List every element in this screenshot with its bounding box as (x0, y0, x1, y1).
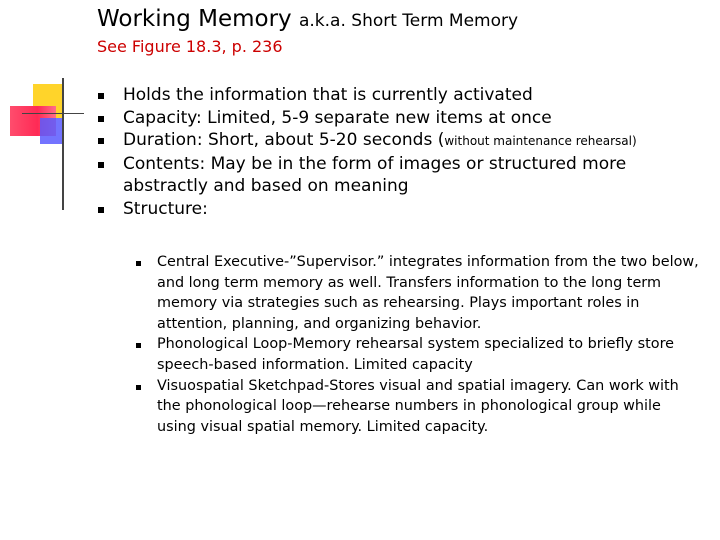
title-main: Working Memory (97, 6, 292, 32)
sub-bullet-item (157, 334, 702, 375)
structure-sub-list (157, 252, 702, 437)
sub-bullet-item (157, 252, 702, 334)
bullet-text: Contents: May be in the form of images or structured more abstractly and based on meaning (123, 153, 627, 196)
decorative-horizontal-line (22, 113, 84, 114)
decorative-blue-square (40, 118, 64, 144)
square-bullet-icon (136, 261, 141, 266)
square-bullet-icon (98, 116, 104, 122)
slide-title (97, 6, 518, 32)
square-bullet-icon (98, 162, 104, 168)
slide-subtitle: See Figure 18.3, p. 236 (97, 37, 283, 56)
bullet-item (123, 129, 713, 153)
square-bullet-icon (98, 138, 104, 144)
square-bullet-icon (98, 93, 104, 99)
bullet-text: Structure: (123, 198, 208, 219)
title-sub: a.k.a. Short Term Memory (298, 11, 519, 31)
sub-bullet-text: Central Executive-”Supervisor.” integrates information from the two below, and long term memory as well. Transfers information to the long term memory via strategies such as rehearsing. Plays important roles in attention, planning, and organizing behavior. (157, 254, 699, 332)
bullet-text: Holds the information that is currently activated (123, 85, 533, 105)
bullet-text: Capacity: Limited, 5-9 separate new items at once (123, 107, 552, 128)
sub-bullet-text: Visuospatial Sketchpad-Stores visual and spatial imagery. Can work with the phonological loop—rehearse numbers in phonological group while using visual spatial memory. Limited capacity. (157, 377, 679, 435)
sub-bullet-item (157, 376, 702, 438)
bullet-note: without maintenance rehearsal) (444, 134, 637, 148)
square-bullet-icon (98, 207, 104, 213)
bullet-item (123, 198, 713, 221)
bullet-text: Duration: Short, about 5-20 seconds ( (123, 130, 445, 150)
main-bullet-list (123, 84, 713, 220)
decorative-vertical-line (62, 78, 64, 210)
square-bullet-icon (136, 343, 141, 348)
sub-bullet-text: Phonological Loop-Memory rehearsal system specialized to briefly store speech-based information. Limited capacity (157, 336, 675, 373)
bullet-item (123, 153, 713, 198)
bullet-item (123, 107, 713, 130)
square-bullet-icon (136, 385, 141, 390)
bullet-item (123, 84, 713, 107)
